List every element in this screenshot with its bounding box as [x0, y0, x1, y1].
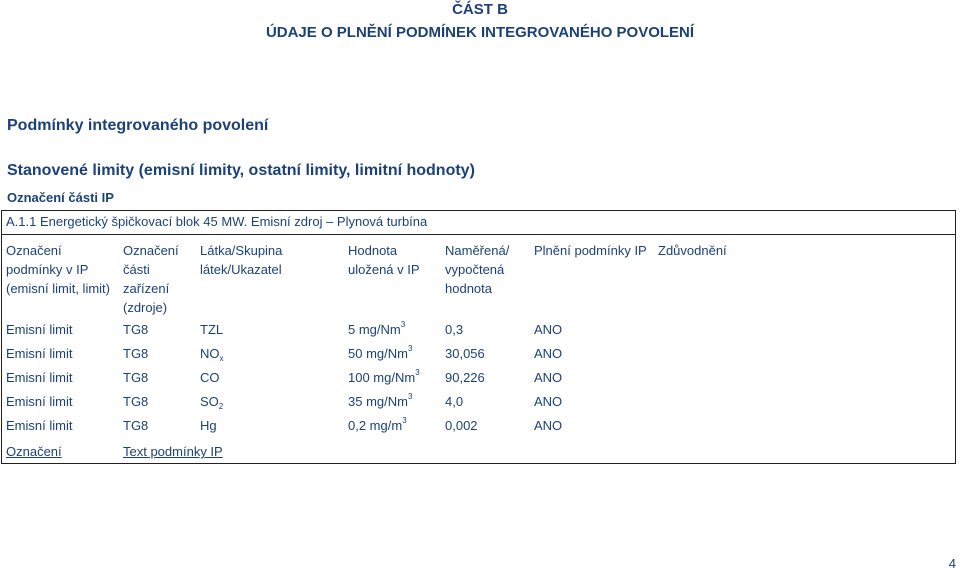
document-title: ÚDAJE O PLNĚNÍ PODMÍNEK INTEGROVANÉHO POVOLENÍ — [265, 24, 695, 41]
row-substance: $SO_2$ — [200, 394, 224, 411]
row-measured: 0,002 — [445, 418, 478, 433]
row-limit: 0,2 $mg/m^3$ — [348, 416, 407, 433]
footer-label-condition-text: Text podmínky IP — [123, 444, 223, 459]
row-type: Emisní limit — [6, 322, 73, 337]
header-justification: Zdůvodnění — [658, 243, 727, 258]
row-compliance: ANO — [534, 370, 563, 385]
header-limit-value: Hodnota uložená v IP — [348, 243, 420, 277]
row-limit: 100 mg/Nm$^3$ — [348, 368, 420, 385]
row-type: Emisní limit — [6, 370, 73, 385]
row-part: TG8 — [123, 394, 149, 409]
row-compliance: ANO — [534, 418, 563, 433]
section-title: Podmínky integrovaného povolení — [7, 117, 269, 134]
header-measured-value: Naměřená/ vypočtená hodnota — [445, 243, 510, 296]
row-substance: TZL — [200, 322, 224, 337]
row-part: TG8 — [123, 346, 149, 361]
footer-label-designation: Označení — [6, 444, 62, 459]
header-compliance: Plnění podmínky IP — [534, 243, 647, 258]
row-limit: 35 mg/Nm$^3$ — [348, 392, 413, 409]
row-measured: 4,0 — [445, 394, 464, 409]
conditions-table — [1, 210, 956, 464]
header-equipment-part: Označení části zařízení (zdroje) — [123, 243, 179, 315]
row-measured: 0,3 — [445, 322, 464, 337]
row-limit: 50 mg/Nm$^3$ — [348, 344, 413, 361]
row-limit: 5 mg/Nm$^3$ — [348, 320, 406, 337]
row-type: Emisní limit — [6, 418, 73, 433]
row-compliance: ANO — [534, 394, 563, 409]
part-heading: ČÁST B — [452, 1, 508, 18]
row-measured: 90,226 — [445, 370, 485, 385]
row-type: Emisní limit — [6, 394, 73, 409]
part-label: Označení části IP — [7, 190, 114, 205]
row-part: TG8 — [123, 322, 149, 337]
row-substance: Hg — [200, 418, 217, 433]
row-substance: $NO_x$ — [200, 346, 224, 363]
row-compliance: ANO — [534, 322, 563, 337]
row-substance: CO — [200, 370, 220, 385]
row-measured: 30,056 — [445, 346, 485, 361]
part-value-row — [2, 211, 955, 235]
page-number: 4 — [948, 556, 956, 571]
header-condition: Označení podmínky v IP (emisní limit, limit) — [6, 243, 110, 296]
row-part: TG8 — [123, 370, 149, 385]
subsection-title: Stanovené limity (emisní limity, ostatní limity, limitní hodnoty) — [7, 162, 475, 179]
part-value: A.1.1 Energetický špičkovací blok 45 MW. Emisní zdroj – Plynová turbína — [6, 214, 428, 229]
row-type: Emisní limit — [6, 346, 73, 361]
row-compliance: ANO — [534, 346, 563, 361]
row-part: TG8 — [123, 418, 149, 433]
header-substance: Látka/Skupina látek/Ukazatel — [200, 243, 283, 277]
